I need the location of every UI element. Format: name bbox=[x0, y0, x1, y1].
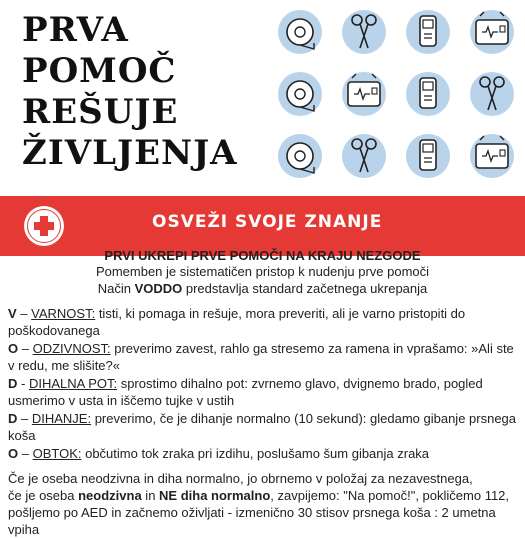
step-sep: – bbox=[18, 446, 33, 461]
step-term: DIHANJE: bbox=[31, 411, 92, 426]
step-term: ODZIVNOST: bbox=[32, 341, 111, 356]
step-text: sprostimo dihalno pot: zvrnemo glavo, dvignemo brado, pogled usmerimo v usta in iščemo tujke v ustih bbox=[8, 376, 483, 408]
tape-icon bbox=[270, 2, 330, 62]
tape-icon bbox=[270, 64, 330, 124]
tape-icon bbox=[270, 126, 330, 186]
step-letter: D bbox=[8, 411, 18, 426]
content-heading: PRVI UKREPI PRVE POMOČI NA KRAJU NEZGODE bbox=[104, 248, 421, 263]
step-letter: O bbox=[8, 446, 19, 461]
step-term: DIHALNA POT: bbox=[28, 376, 118, 391]
content bbox=[0, 246, 525, 538]
step-term: VARNOST: bbox=[31, 306, 96, 321]
step-text: preverimo zavest, rahlo ga stresemo za ramena in vprašamo: »Ali ste v redu, me slišite?« bbox=[8, 341, 514, 373]
final-text-e: , zavpijemo: "Na pomoč!", pokličemo 112, pošljemo po AED in začnemo oživljati - izmenično 30 stisov prsnega koša : 2 umetna vpiha bbox=[8, 488, 510, 537]
scissors-icon bbox=[334, 126, 394, 186]
hero-title bbox=[22, 10, 238, 174]
step-term: OBTOK: bbox=[32, 446, 82, 461]
sub2-text-c: predstavlja standard začetnega ukrepanja bbox=[182, 281, 428, 296]
final-bold-unresponsive: neodzivna bbox=[78, 488, 142, 503]
sub2-text-a: Način bbox=[97, 281, 135, 296]
step-item bbox=[8, 445, 517, 462]
step-item bbox=[8, 340, 517, 374]
voddo-term: VODDO bbox=[134, 281, 183, 296]
step-sep: – bbox=[17, 411, 32, 426]
voddo-steps bbox=[8, 305, 517, 462]
final-text-c: in bbox=[141, 488, 160, 503]
step-item bbox=[8, 375, 517, 409]
step-item bbox=[8, 305, 517, 339]
scissors-icon bbox=[334, 2, 394, 62]
step-text: tisti, ki pomaga in rešuje, mora preveriti, ali je varno pristopiti do poškodovanega bbox=[8, 306, 466, 338]
step-sep: – bbox=[18, 341, 33, 356]
aed-icon bbox=[462, 126, 522, 186]
step-letter: D bbox=[8, 376, 18, 391]
final-text-a: če je oseba bbox=[8, 488, 79, 503]
final-line-1: Če je oseba neodzivna in diha normalno, jo obrnemo v položaj za nezavestnega, bbox=[8, 471, 473, 486]
aed-icon bbox=[334, 64, 394, 124]
hero-title-line-3: REŠUJE bbox=[22, 92, 179, 132]
scissors-icon bbox=[462, 64, 522, 124]
banner-title: OSVEŽI SVOJE ZNANJE bbox=[152, 212, 383, 232]
step-sep: - bbox=[17, 376, 29, 391]
red-cross-logo-icon bbox=[23, 205, 65, 247]
hero-title-line-4: ŽIVLJENJA bbox=[22, 133, 238, 173]
aed-icon bbox=[462, 2, 522, 62]
final-instructions bbox=[8, 470, 517, 538]
step-text: občutimo tok zraka pri izdihu, poslušamo šum gibanja zraka bbox=[81, 446, 430, 461]
step-letter: O bbox=[8, 341, 19, 356]
final-bold-not-breathing: NE diha normalno bbox=[159, 488, 271, 503]
first-aid-icon-grid bbox=[270, 0, 525, 190]
step-sep: – bbox=[16, 306, 32, 321]
phone-icon bbox=[398, 64, 458, 124]
content-subtitle-2 bbox=[0, 280, 525, 297]
content-subtitle: Pomemben je sistematičen pristop k nudenju prve pomoči bbox=[95, 264, 430, 279]
step-letter: V bbox=[8, 306, 17, 321]
hero-section bbox=[0, 0, 525, 195]
hero-title-line-2: POMOČ bbox=[22, 51, 177, 91]
phone-icon bbox=[398, 2, 458, 62]
final-line-2 bbox=[8, 487, 517, 538]
step-text: preverimo, če je dihanje normalno (10 sekund): gledamo gibanje prsnega koša bbox=[8, 411, 517, 443]
hero-title-line-1: PRVA bbox=[22, 10, 129, 50]
phone-icon bbox=[398, 126, 458, 186]
step-item bbox=[8, 410, 517, 444]
